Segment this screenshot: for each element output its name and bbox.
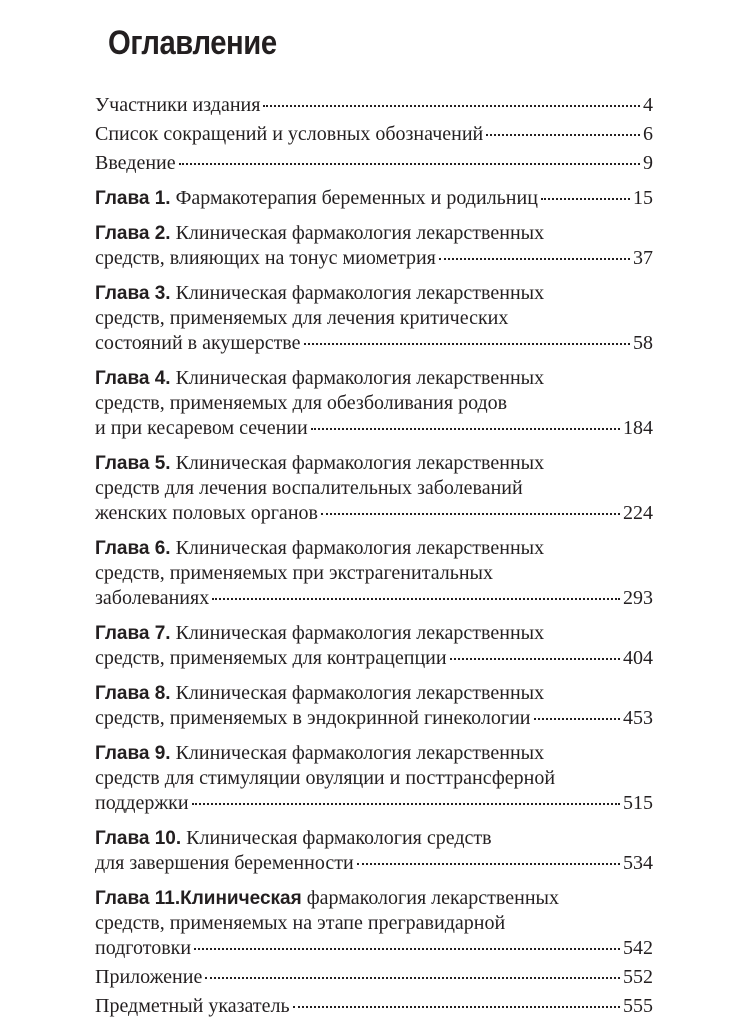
- chapter-title: средств, применяемых для лечения критических: [95, 307, 509, 329]
- dot-leader: [304, 343, 630, 345]
- dot-leader: [321, 513, 620, 515]
- chapter-title: средств для стимуляции овуляции и посттрансферной: [95, 767, 556, 789]
- toc-entry-line: [95, 826, 653, 851]
- toc-entry-line: [95, 766, 653, 791]
- chapter-title: Приложение: [95, 966, 203, 988]
- chapter-title: для завершения беременности: [95, 852, 354, 874]
- toc-entry-last-line: [95, 994, 653, 1019]
- toc-entry-text: [95, 936, 191, 961]
- chapter-title: Фармакотерапия беременных и родильниц: [175, 187, 538, 209]
- page-number: 542: [623, 937, 653, 959]
- chapter-label: Глава 6.: [95, 538, 171, 559]
- dot-leader: [194, 948, 620, 950]
- toc-entry[interactable]: [95, 886, 653, 961]
- page-number: 9: [643, 152, 653, 174]
- chapter-title: фармакология лекарственных: [306, 887, 559, 909]
- page-number: 453: [623, 707, 653, 729]
- chapter-label: Глава 1.: [95, 188, 171, 209]
- chapter-label: Глава 8.: [95, 683, 171, 704]
- dot-leader: [450, 658, 620, 660]
- chapter-label: Глава 3.: [95, 283, 171, 304]
- chapter-title: женских половых органов: [95, 502, 318, 524]
- page-number: 224: [623, 502, 653, 524]
- chapter-title: средств, применяемых в эндокринной гинекологии: [95, 707, 531, 729]
- toc-entry-last-line: [95, 706, 653, 731]
- toc-entry-line: [95, 561, 653, 586]
- toc-entry[interactable]: [95, 994, 653, 1019]
- chapter-label: Глава 10.: [95, 828, 182, 849]
- toc-entry[interactable]: [95, 151, 653, 176]
- page-number: 15: [633, 187, 653, 209]
- page-title: Оглавление: [108, 24, 277, 62]
- toc-entry-last-line: [95, 151, 653, 176]
- page-number: 4: [643, 94, 653, 116]
- toc-entry-last-line: [95, 122, 653, 147]
- toc-entry-last-line: [95, 936, 653, 961]
- toc-entry-text: [95, 122, 483, 147]
- chapter-title: подготовки: [95, 937, 192, 959]
- toc-entry[interactable]: [95, 621, 653, 671]
- toc-entry-line: [95, 221, 653, 246]
- toc-entry-text: [95, 331, 301, 356]
- toc-entry[interactable]: [95, 186, 653, 211]
- chapter-title: заболеваниях: [95, 587, 210, 609]
- toc-entry-last-line: [95, 851, 653, 876]
- chapter-title: Клиническая фармакология лекарственных: [175, 537, 545, 559]
- chapter-title: и при кесаревом сечении: [95, 417, 308, 439]
- toc-entry[interactable]: [95, 741, 653, 816]
- chapter-title: Клиническая фармакология лекарственных: [175, 222, 545, 244]
- toc-entry[interactable]: [95, 221, 653, 271]
- page-number: 58: [633, 332, 653, 354]
- toc-entry-text: [95, 851, 354, 876]
- toc-entry-text: [95, 367, 544, 389]
- page-number: 534: [623, 852, 653, 874]
- toc-entry-text: [95, 93, 260, 118]
- toc-entry-text: [95, 392, 507, 414]
- toc-entry[interactable]: [95, 681, 653, 731]
- chapter-title: Предметный указатель: [95, 995, 290, 1017]
- toc-entry-line: [95, 681, 653, 706]
- toc-entry-last-line: [95, 965, 653, 990]
- chapter-title: Клиническая фармакология лекарственных: [175, 367, 545, 389]
- page-number: 552: [623, 966, 653, 988]
- toc-entry-line: [95, 391, 653, 416]
- toc-entry-line: [95, 476, 653, 501]
- toc-entry[interactable]: [95, 451, 653, 526]
- toc-entry[interactable]: [95, 122, 653, 147]
- toc-entry-last-line: [95, 331, 653, 356]
- toc-entry-text: [95, 586, 209, 611]
- toc-entry-line: [95, 451, 653, 476]
- toc-entry-text: [95, 452, 544, 474]
- chapter-title: средств, применяемых для контрацепции: [95, 647, 447, 669]
- dot-leader: [311, 428, 620, 430]
- toc-entry-text: [95, 186, 538, 211]
- toc-entry-text: [95, 912, 505, 934]
- toc-entry-line: [95, 911, 653, 936]
- page-number: 6: [643, 123, 653, 145]
- toc-entry-line: [95, 741, 653, 766]
- chapter-title: Клиническая фармакология лекарственных: [175, 452, 545, 474]
- toc-entry-text: [95, 827, 492, 849]
- toc-entry-text: [95, 282, 544, 304]
- toc-entry-text: [95, 742, 544, 764]
- toc-entry[interactable]: [95, 965, 653, 990]
- chapter-title: средств, применяемых на этапе прегравидарной: [95, 912, 506, 934]
- page-number: 404: [623, 647, 653, 669]
- chapter-title: Участники издания: [95, 94, 261, 116]
- toc-entry-text: [95, 706, 531, 731]
- chapter-title: средств, применяемых для обезболивания родов: [95, 392, 508, 414]
- chapter-title: поддержки: [95, 792, 189, 814]
- toc-entry-last-line: [95, 586, 653, 611]
- chapter-label: Глава 11.Клиническая: [95, 888, 302, 909]
- toc-entry-text: [95, 501, 318, 526]
- dot-leader: [293, 1006, 620, 1008]
- toc-entry-text: [95, 994, 290, 1019]
- toc-entry-text: [95, 537, 544, 559]
- dot-leader: [263, 105, 640, 107]
- chapter-label: Глава 9.: [95, 743, 171, 764]
- chapter-label: Глава 7.: [95, 623, 171, 644]
- chapter-title: состояний в акушерстве: [95, 332, 301, 354]
- chapter-title: Клиническая фармакология лекарственных: [175, 682, 545, 704]
- toc-entry-line: [95, 306, 653, 331]
- toc-entry-text: [95, 246, 436, 271]
- chapter-label: Глава 4.: [95, 368, 171, 389]
- toc-entry[interactable]: [95, 93, 653, 118]
- toc-entry-text: [95, 965, 202, 990]
- dot-leader: [357, 863, 620, 865]
- toc-entry-text: [95, 416, 308, 441]
- page-number: 293: [623, 587, 653, 609]
- toc-entry-line: [95, 621, 653, 646]
- toc-entry-last-line: [95, 416, 653, 441]
- toc-entry-last-line: [95, 246, 653, 271]
- dot-leader: [179, 163, 640, 165]
- toc-entry-last-line: [95, 646, 653, 671]
- toc-entry-last-line: [95, 186, 653, 211]
- toc-entry-line: [95, 366, 653, 391]
- toc-entry-line: [95, 281, 653, 306]
- toc-entry-text: [95, 791, 189, 816]
- chapter-title: Клиническая фармакология средств: [186, 827, 492, 849]
- toc-entry-line: [95, 536, 653, 561]
- dot-leader: [534, 718, 621, 720]
- toc-entry-text: [95, 477, 523, 499]
- chapter-title: Клиническая фармакология лекарственных: [175, 742, 545, 764]
- toc-entry-text: [95, 887, 559, 909]
- chapter-label: Глава 5.: [95, 453, 171, 474]
- toc-entry-text: [95, 646, 447, 671]
- dot-leader: [192, 803, 620, 805]
- page-number: 37: [633, 247, 653, 269]
- chapter-title: Список сокращений и условных обозначений: [95, 123, 484, 145]
- toc-entry-text: [95, 151, 176, 176]
- chapter-title: Клиническая фармакология лекарственных: [175, 622, 545, 644]
- dot-leader: [205, 977, 620, 979]
- chapter-title: средств, применяемых при экстрагенитальных: [95, 562, 493, 584]
- chapter-title: Введение: [95, 152, 176, 174]
- dot-leader: [212, 598, 620, 600]
- table-of-contents: [95, 93, 653, 1019]
- chapter-title: средств, влияющих на тонус миометрия: [95, 247, 436, 269]
- chapter-title: средств для лечения воспалительных заболеваний: [95, 477, 523, 499]
- toc-entry[interactable]: [95, 281, 653, 356]
- toc-entry-text: [95, 307, 508, 329]
- toc-entry-last-line: [95, 93, 653, 118]
- toc-entry[interactable]: [95, 536, 653, 611]
- toc-entry-last-line: [95, 501, 653, 526]
- dot-leader: [541, 198, 630, 200]
- toc-entry-text: [95, 222, 544, 244]
- toc-entry-text: [95, 767, 555, 789]
- toc-entry-text: [95, 622, 544, 644]
- dot-leader: [439, 258, 630, 260]
- page-number: 515: [623, 792, 653, 814]
- chapter-label: Глава 2.: [95, 223, 171, 244]
- page-number: 555: [623, 995, 653, 1017]
- chapter-title: Клиническая фармакология лекарственных: [175, 282, 545, 304]
- toc-entry[interactable]: [95, 366, 653, 441]
- toc-entry[interactable]: [95, 826, 653, 876]
- toc-entry-last-line: [95, 791, 653, 816]
- toc-entry-text: [95, 562, 493, 584]
- dot-leader: [486, 134, 640, 136]
- toc-entry-text: [95, 682, 544, 704]
- page-number: 184: [623, 417, 653, 439]
- toc-entry-line: [95, 886, 653, 911]
